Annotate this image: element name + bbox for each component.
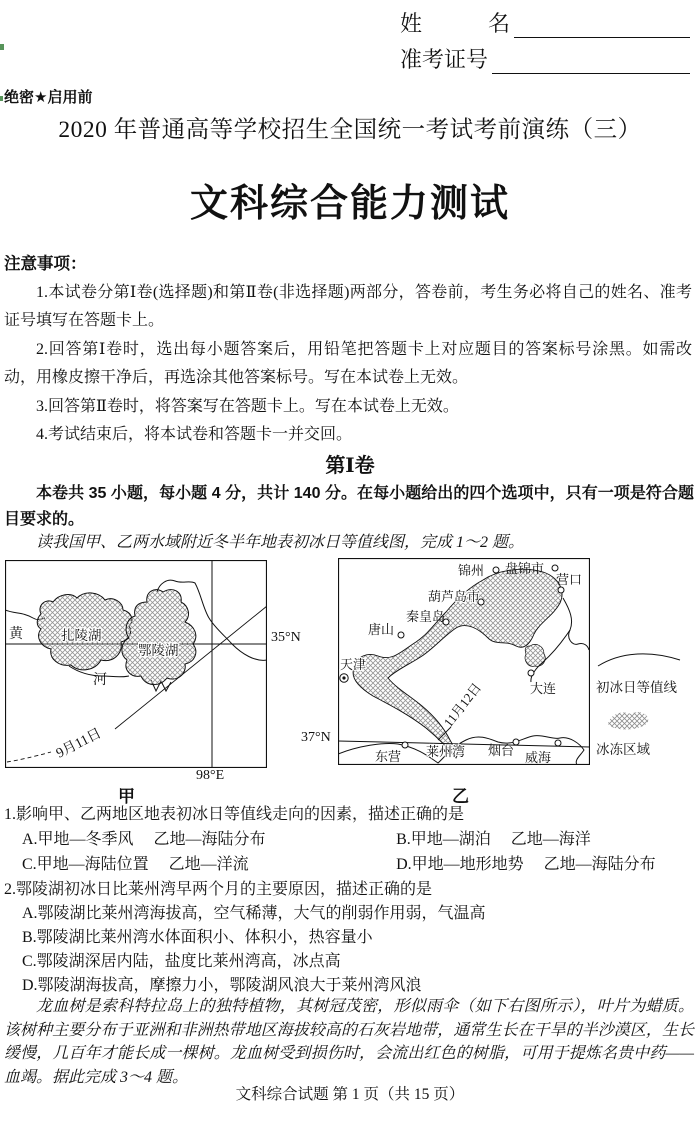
- legend-isoline-symbol: [594, 646, 684, 670]
- name-input-line[interactable]: [514, 11, 690, 38]
- map-yi-caption: 乙: [452, 787, 469, 806]
- city-label-huludao: 葫芦岛市: [428, 589, 481, 604]
- lake-zhaling-label: 扎陵湖: [61, 628, 102, 643]
- latitude-37n-label: 37°N: [301, 730, 331, 745]
- legend-frozen-symbol: [602, 706, 656, 732]
- scan-artifact: [0, 44, 4, 50]
- city-dot-yingkou: [558, 587, 564, 593]
- city-dot-jinzhou: [493, 567, 499, 573]
- ticket-field-row: [400, 38, 690, 74]
- city-dot-tangshan: [398, 632, 404, 638]
- ticket-input-line[interactable]: [492, 47, 690, 74]
- map-yi-svg: [338, 558, 590, 765]
- candidate-info-block: [400, 2, 690, 74]
- name-label: [400, 7, 510, 38]
- isoline-sep11-dashed: [7, 752, 51, 762]
- city-label-weihai: 威海: [525, 750, 552, 765]
- isoline-nov12-label: 11月12日: [440, 680, 485, 730]
- notice-item: 3.回答第Ⅱ卷时，将答案写在答题卡上。写在本试卷上无效。: [36, 397, 459, 415]
- question-2: [4, 877, 696, 998]
- notice-item: 4.考试结束后，将本试卷和答题卡一并交回。: [36, 426, 353, 444]
- city-label-tianjin: 天津: [340, 657, 367, 672]
- city-label-yingkou: 营口: [556, 572, 583, 587]
- river-label-huang: 黄: [9, 627, 23, 642]
- city-label-panjin: 盘锦市: [505, 561, 545, 576]
- question-1: [4, 802, 696, 877]
- map-jia-caption: 甲: [118, 787, 135, 806]
- city-label-dongying: 东营: [375, 749, 402, 764]
- city-dot-panjin: [552, 565, 558, 571]
- figure-maps: [0, 556, 700, 806]
- city-dot-weihai: [555, 740, 561, 746]
- notice-item: 2.回答第Ⅰ卷时，选出每小题答案后，用铅笔把答题卡上对应题目的答案标号涂黑。如需改动，用橡皮擦干净后，再选涂其他答案标号。写在本试卷上无效。: [4, 340, 692, 387]
- isoline-sep11-label: 9月11日: [54, 726, 105, 762]
- lake-eling-label: 鄂陵湖: [138, 643, 179, 658]
- question-2-stem: 2.鄂陵湖初冰日比莱州湾早两个月的主要原因，描述正确的是: [4, 881, 433, 898]
- city-label-qinhuangdao: 秦皇岛: [406, 609, 446, 624]
- option-b: B.甲地—湖泊 乙地—海洋: [396, 831, 591, 848]
- legend-frozen-label: 冰冻区域: [596, 742, 650, 757]
- latitude-35n-label: 35°N: [271, 630, 301, 645]
- section1-heading: 第Ⅰ卷: [325, 455, 375, 477]
- longitude-98e-label: 98°E: [196, 768, 225, 783]
- scan-artifact: [0, 96, 3, 101]
- map-jia-svg: [5, 560, 267, 768]
- name-field-row: [400, 2, 690, 38]
- legend-isoline-label: 初冰日等值线: [596, 680, 677, 695]
- city-label-dalian: 大连: [530, 681, 557, 696]
- bay-label-laizhouwan: 莱州湾: [426, 744, 466, 759]
- section1-instructions: 本卷共 35 小题，每小题 4 分，共计 140 分。在每小题给出的四个选项中，只有一项是符合题目要求的。: [4, 485, 694, 528]
- exam-session-title: 2020 年普通高等学校招生全国统一考试考前演练（三）: [58, 117, 642, 143]
- secrecy-notice: 绝密★启用前: [4, 89, 93, 106]
- city-dot-dalian: [528, 670, 534, 676]
- option-b: B.鄂陵湖比莱州湾水体面积小、体积小，热容量小: [22, 929, 373, 946]
- city-label-jinzhou: 锦州: [458, 563, 485, 578]
- option-d: D.鄂陵湖海拔高，摩擦力小，鄂陵湖风浪大于莱州湾风浪: [22, 977, 422, 994]
- option-d: D.甲地—地形地势 乙地—海陆分布: [396, 856, 656, 873]
- river-label-he: 河: [93, 673, 107, 688]
- paper-title: 文科综合能力测试: [189, 183, 510, 225]
- question-1-options: [4, 827, 696, 877]
- question-intro: 读我国甲、乙两水域附近冬半年地表初冰日等值线图，完成 1～2 题。: [36, 534, 525, 551]
- option-c: C.鄂陵湖深居内陆，盐度比莱州湾高，冰点高: [22, 953, 341, 970]
- city-dot-dongying: [402, 742, 408, 748]
- page-footer: 文科综合试题 第 1 页（共 15 页）: [235, 1086, 465, 1103]
- map-legend: [594, 646, 700, 768]
- option-a: A.鄂陵湖比莱州湾海拔高，空气稀薄，大气的削弱作用弱，气温高: [22, 905, 486, 922]
- notice-item: 1.本试卷分第Ⅰ卷(选择题)和第Ⅱ卷(非选择题)两部分，答卷前，考生务必将自己的姓名、准考证号填写在答题卡上。: [4, 284, 692, 330]
- lake-eling-shape: [122, 590, 196, 685]
- passage-dragon-blood-tree: 龙血树是索科特拉岛上的独特植物，其树冠茂密，形似雨伞（如下右图所示），叶片为蜡质。该树种主要分布于亚洲和非洲热带地区海拔较高的石灰岩地带，通常生长在干旱的半沙漠区，生长缓慢，几百年才能长成一棵树。龙血树受到损伤时，会流出红色的树脂，可用于提炼名贵中药——血竭。据此完成 3～4 题。: [4, 998, 694, 1086]
- option-c: C.甲地—海陆位置 乙地—洋流: [22, 856, 249, 873]
- notice-section: [4, 250, 692, 449]
- ticket-label: 准考证号: [400, 47, 489, 72]
- option-a: A.甲地—冬季风 乙地—海陆分布: [22, 831, 266, 848]
- name-label-char2: 名: [487, 11, 510, 36]
- coastline-east: [563, 598, 589, 650]
- name-label-char1: 姓: [400, 11, 423, 36]
- notice-heading: 注意事项：: [4, 255, 87, 273]
- city-label-tangshan: 唐山: [368, 622, 395, 637]
- question-1-stem: 1.影响甲、乙两地区地表初冰日等值线走向的因素，描述正确的是: [4, 806, 465, 823]
- city-label-yantai: 烟台: [488, 743, 515, 758]
- city-dot-tianjin-inner: [342, 676, 345, 679]
